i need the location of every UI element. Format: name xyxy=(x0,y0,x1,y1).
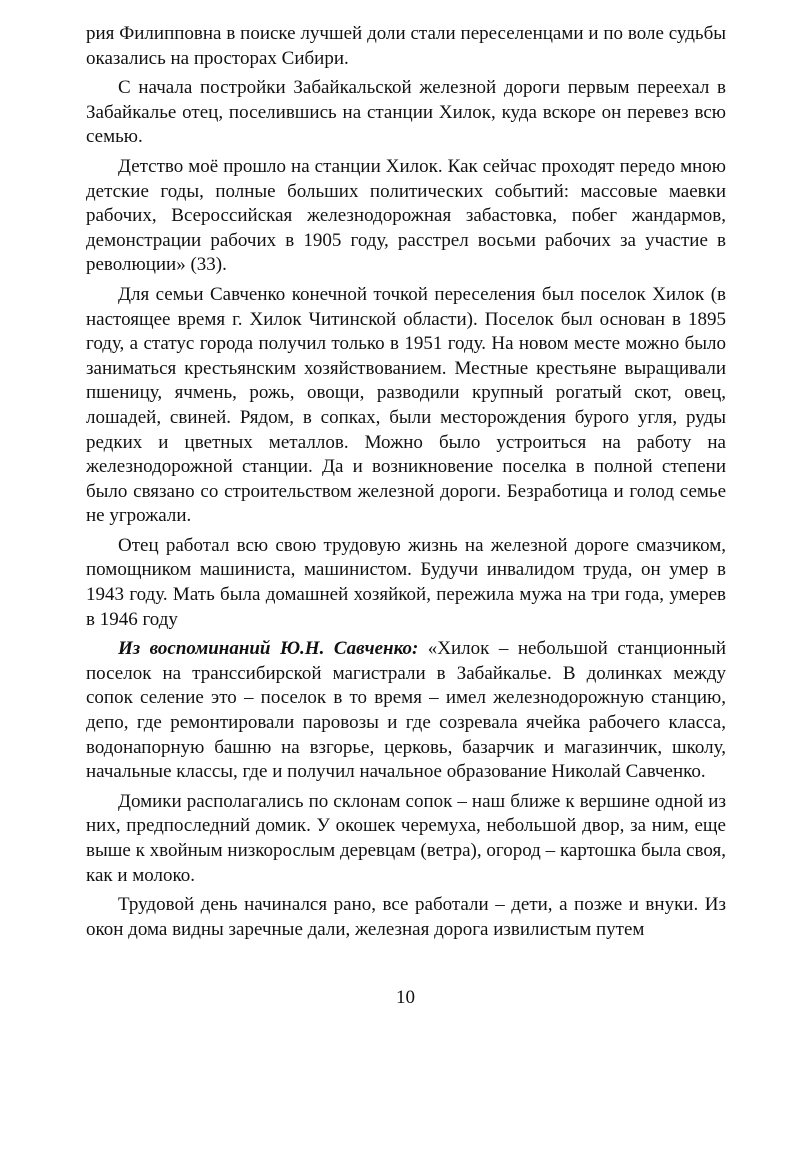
paragraph-1-text: рия Филипповна в поиске лучшей доли стали переселенцами и по воле судьбы оказались на просторах Сибири. xyxy=(86,23,726,69)
paragraph-3 xyxy=(86,155,726,278)
paragraph-6-text: «Хилок – небольшой станционный поселок на транссибирской магистрали в Забайкалье. В долинках между сопок селение это – поселок в то время – имел железнодорожную станцию, депо, где ремонтировали паровозы и где созревала ячейка рабочего класса, водонапорную башню на взгорье, церковь, базарчик и магазинчик, школу, начальные классы, где и получил начальное образование Николай Савченко. xyxy=(86,638,726,783)
paragraph-7 xyxy=(86,790,726,888)
paragraph-3-text: Детство моё прошло на станции Хилок. Как сейчас проходят передо мною детские годы, полные больших политических событий: массовые маевки рабочих, Всероссийская железнодорожная забастовка, побег жандармов, демонстрации рабочих в 1905 году, расстрел восьми рабочих за участие в революции» (33). xyxy=(86,155,726,276)
paragraph-5 xyxy=(86,534,726,632)
paragraph-4-text: Для семьи Савченко конечной точкой переселения был поселок Хилок (в настоящее время г. Хилок Читинской области). Поселок был основан в 1895 году, а статус города получил только в 1951 году. На новом месте можно было заниматься крестьянским хозяйствованием. Местные крестьяне выращивали пшеницу, ячмень, рожь, овощи, разводили крупный рогатый скот, овец, лошадей, свиней. Рядом, в сопках, были месторождения бурого угля, руды редких и цветных металлов. Можно было устроиться на работу на железнодорожной станции. Да и возникновение поселка в полной степени было связано со строительством железной дороги. Безработица и голод семье не угрожали. xyxy=(86,283,726,527)
paragraph-2 xyxy=(86,76,726,150)
paragraph-2-text: С начала постройки Забайкальской железной дороги первым переехал в Забайкалье отец, поселившись на станции Хилок, куда вскоре он перевез всю семью. xyxy=(86,77,726,148)
paragraph-8-text: Трудовой день начинался рано, все работали – дети, а позже и внуки. Из окон дома видны заречные дали, железная дорога извилистым путем xyxy=(86,894,726,940)
paragraph-8 xyxy=(86,893,726,942)
page-body xyxy=(86,22,726,947)
paragraph-7-text: Домики располагались по склонам сопок – наш ближе к вершине одной из них, предпоследний домик. У окошек черемуха, небольшой двор, за ним, еще выше к хвойным низкорослым деревцам (ветра), огород – картошка была своя, как и молоко. xyxy=(86,790,726,886)
paragraph-4 xyxy=(86,283,726,529)
page-number: 10 xyxy=(396,987,415,1008)
paragraph-6 xyxy=(86,637,726,785)
paragraph-5-text: Отец работал всю свою трудовую жизнь на железной дороге смазчиком, помощником машиниста, машинистом. Будучи инвалидом труда, он умер в 1943 году. Мать была домашней хозяйкой, пережила мужа на три года, умерев в 1946 году xyxy=(86,534,726,630)
paragraph-1 xyxy=(86,22,726,71)
paragraph-6-lead: Из воспоминаний Ю.Н. Савченко: xyxy=(118,638,419,660)
